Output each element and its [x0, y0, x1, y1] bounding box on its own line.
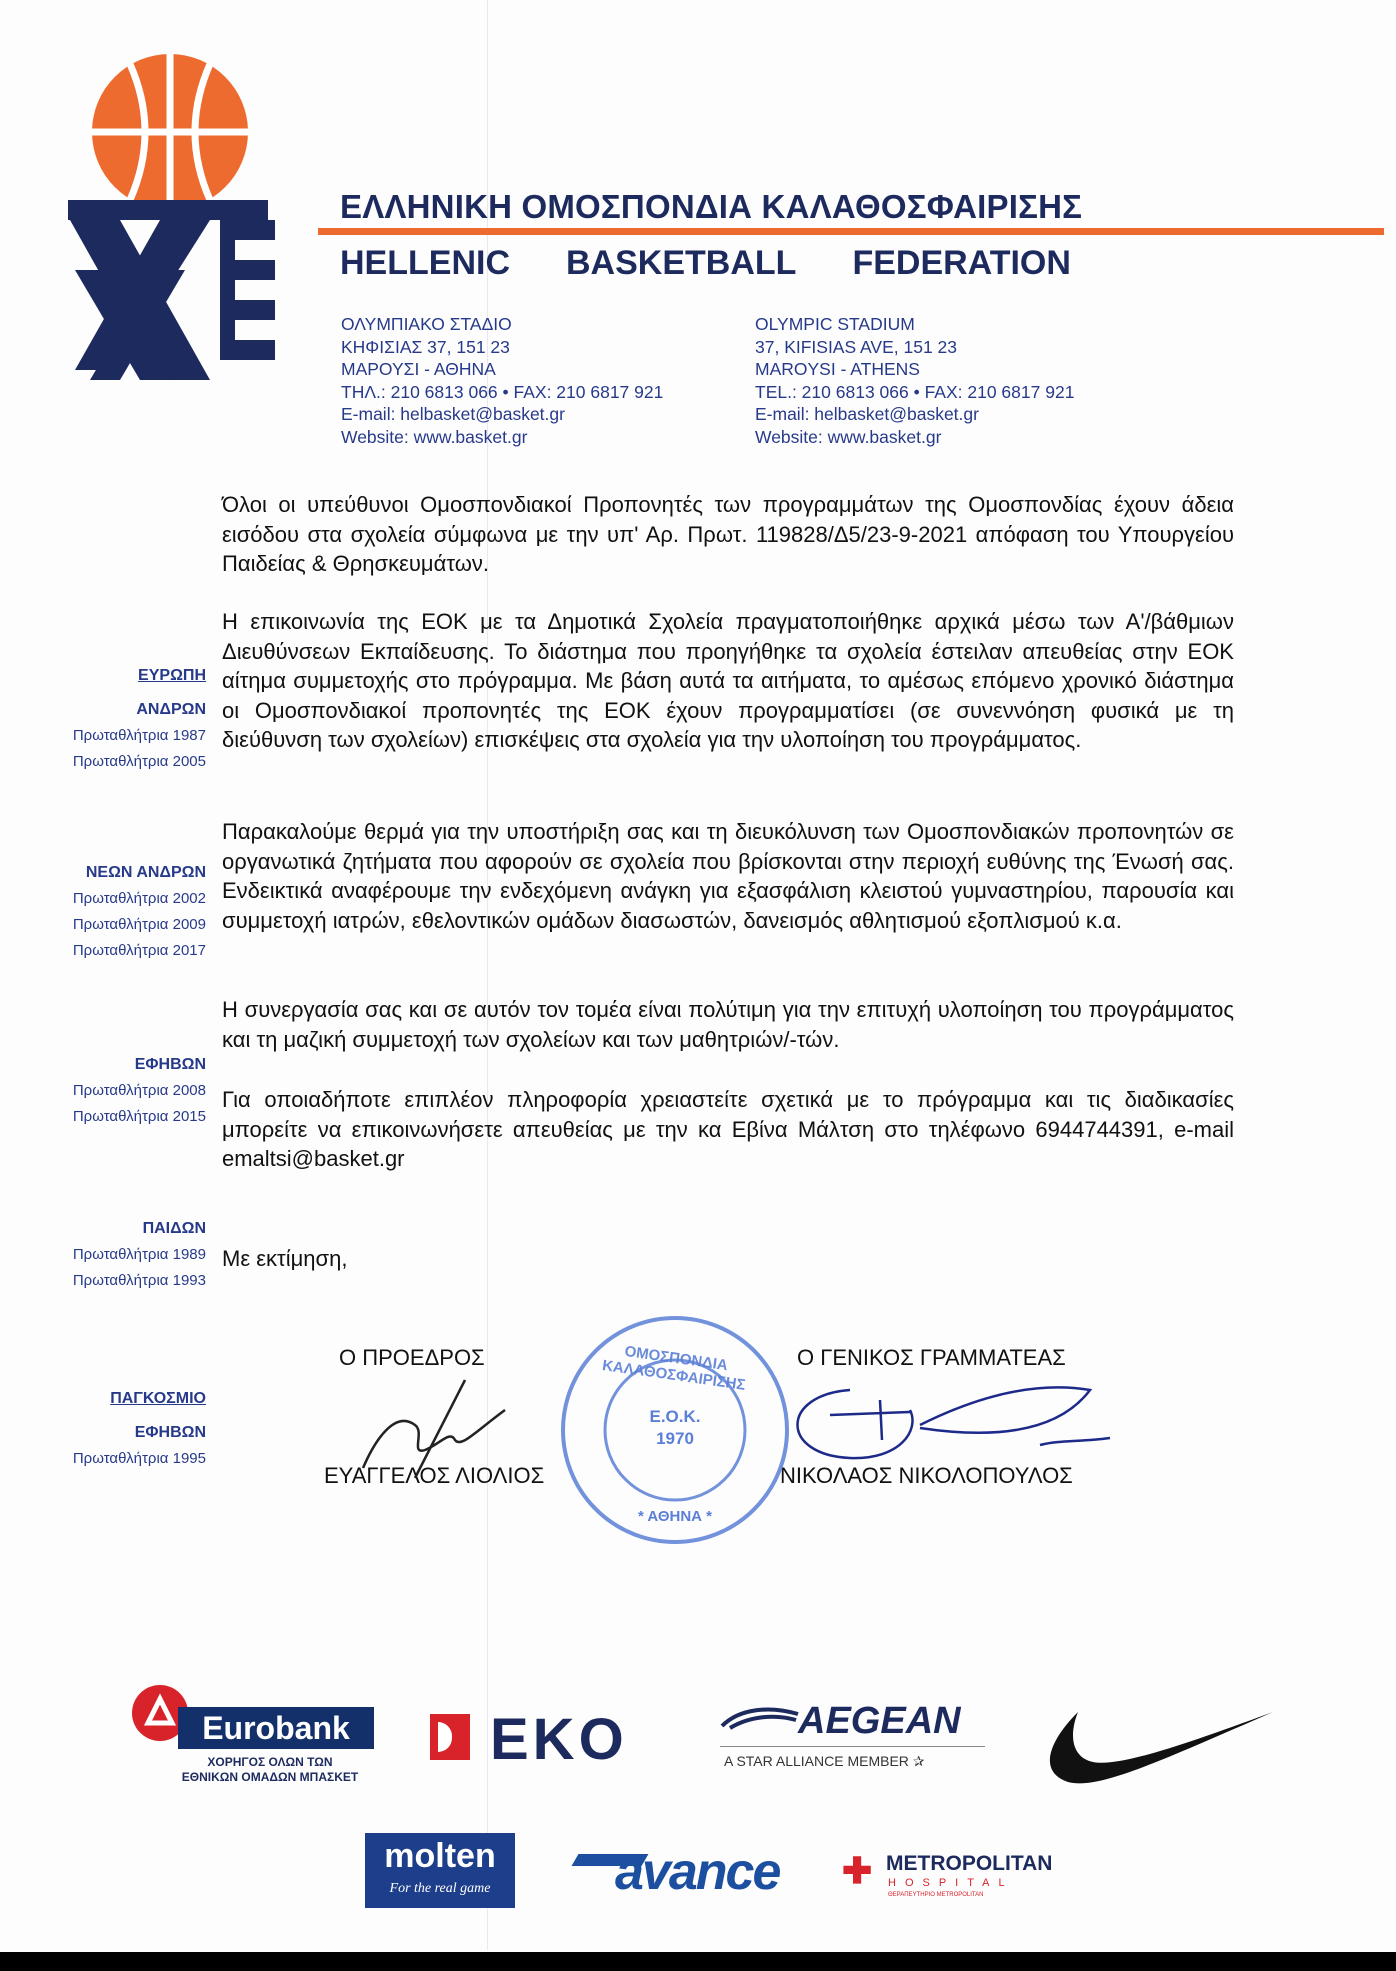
president-signature [355, 1370, 525, 1480]
eurobank-wordmark: Eurobank [178, 1707, 374, 1749]
sponsor-eko [430, 1707, 660, 1772]
paragraph-3: Παρακαλούμε θερμά για την υποστήριξη σας και τη διευκόλυνση των Ομοσπονδιακών προπονητών σε οργανωτικά ζητήματα που αφορούν σε σχολεία που βρίσκονται στην περιοχή ευθύνης της Ένωσή σας. Ενδεικτικά αναφέρουμε την ενδεχόμενη ανάγκη για εξασφάλιση κλειστού γυμναστηρίου, παρουσία και συμμετοχή ιατρών, εθελοντικών ομάδων διασωστών, δανεισμός αθλητισμού εξοπλισμού κ.α. [222, 819, 1234, 933]
sidebar-young-men [26, 860, 206, 964]
secretary-signature [770, 1370, 1130, 1470]
sidebar-title: Πρωταθλήτρια 2008 [72, 1082, 206, 1099]
metropolitan-wordmark: METROPOLITAN [886, 1852, 1053, 1875]
address-line: 37, KIFISIAS AVE, 151 23 [755, 336, 958, 357]
address-line: OLYMPIC STADIUM [755, 314, 915, 334]
sidebar-title: Πρωταθλήτρια 2005 [72, 753, 206, 770]
sidebar-juniors [26, 1052, 206, 1130]
stamp-bottom-text: * ΑΘΗΝΑ * [637, 1508, 713, 1525]
aegean-wordmark: AEGEAN [798, 1700, 961, 1742]
address-block-greek [341, 313, 663, 448]
sidebar-title: Πρωταθλήτρια 1987 [72, 727, 206, 744]
sidebar-cadets [26, 1216, 206, 1294]
metropolitan-hospital: HOSPITAL [888, 1877, 1014, 1889]
federation-title-english [340, 244, 1071, 283]
sidebar-heading-men: ΑΝΔΡΩΝ [136, 701, 206, 718]
sidebar-heading-juniors: ΕΦΗΒΩΝ [134, 1056, 206, 1073]
secretary-name: ΝΙΚΟΛΑΟΣ ΝΙΚΟΛΟΠΟΥΛΟΣ [780, 1463, 1073, 1488]
nike-swoosh-logo [1038, 1692, 1278, 1792]
sidebar-title: Πρωταθλήτρια 1989 [72, 1246, 206, 1263]
secretary-title: Ο ΓΕΝΙΚΟΣ ΓΡΑΜΜΑΤΕΑΣ [797, 1345, 1066, 1370]
title-word-hellenic: HELLENIC [340, 244, 510, 282]
address-line: Website: www.basket.gr [755, 426, 942, 447]
scan-bottom-edge [0, 1952, 1396, 1971]
sidebar-heading-europe: ΕΥΡΩΠΗ [138, 667, 206, 684]
federation-stamp [555, 1310, 795, 1550]
address-line: ΟΛΥΜΠΙΑΚΟ ΣΤΑΔΙΟ [341, 314, 512, 334]
president-name: ΕΥΑΓΓΕΛΟΣ ΛΙΟΛΙΟΣ [324, 1463, 545, 1488]
molten-wordmark: molten [384, 1837, 496, 1875]
metropolitan-tiny-text: ΘΕΡΑΠΕΥΤΗΡΙΟ METROPOLITAN [888, 1892, 984, 1898]
sidebar-heading-world: ΠΑΓΚΟΣΜΙΟ [110, 1390, 206, 1407]
closing-line: Με εκτίμηση, [222, 1246, 348, 1271]
sponsor-molten [365, 1833, 515, 1908]
sidebar-heading-young-men: ΝΕΩΝ ΑΝΔΡΩΝ [85, 864, 206, 881]
paragraph-1: Όλοι οι υπεύθυνοι Ομοσπονδιακοί Προπονητές των προγραμμάτων της Ομοσπονδίας έχουν άδεια εισόδου στα σχολεία σύμφωνα με την υπ' Αρ. Πρωτ. 119828/Δ5/23-9-2021 απόφαση του Υπουργείου Παιδείας & Θρησκευμάτων. [222, 492, 1234, 576]
aegean-subtitle-text: A STAR ALLIANCE MEMBER [724, 1753, 909, 1769]
sidebar-title: Πρωταθλήτρια 2017 [72, 942, 206, 959]
stamp-center-eok: Ε.Ο.Κ. [649, 1407, 701, 1426]
sponsor-avance [575, 1840, 790, 1910]
president-title: Ο ΠΡΟΕΔΡΟΣ [339, 1345, 485, 1370]
sidebar-title: Πρωταθλήτρια 2009 [72, 916, 206, 933]
hellenic-basketball-federation-logo [60, 50, 290, 380]
paragraph-4: Η συνεργασία σας και σε αυτόν τον τομέα είναι πολύτιμη για την επιτυχή υλοποίηση του προγράμματος και τη μαζική συμμετοχή των σχολείων και των μαθητριών/-τών. [222, 997, 1234, 1052]
sidebar-title: Πρωταθλήτρια 1995 [72, 1450, 206, 1467]
address-line: MAROYSI - ATHENS [755, 359, 920, 379]
stamp-center [625, 1406, 725, 1450]
sidebar-title: Πρωταθλήτρια 1993 [72, 1272, 206, 1289]
metropolitan-cross-icon: ✚ [842, 1850, 873, 1891]
address-line: E-mail: helbasket@basket.gr [341, 404, 565, 424]
aegean-subtitle [724, 1753, 925, 1770]
sponsor-eurobank [130, 1683, 380, 1793]
federation-title-greek: ΕΛΛΗΝΙΚΗ ΟΜΟΣΠΟΝΔΙΑ ΚΑΛΑΘΟΣΦΑΙΡΙΣΗΣ [340, 188, 1083, 225]
address-line: ΤΗΛ.: 210 6813 066 • FAX: 210 6817 921 [341, 381, 664, 402]
header-orange-rule [318, 228, 1384, 235]
aegean-bird-icon [720, 1704, 800, 1734]
title-word-basketball: BASKETBALL [566, 244, 797, 282]
scan-line [487, 0, 488, 1950]
eko-wordmark: EKO [490, 1707, 628, 1772]
sidebar-world [26, 1386, 206, 1472]
sidebar-europe [26, 663, 206, 775]
star-alliance-icon: ✰ [912, 1753, 925, 1769]
eurobank-subtitle-line: ΧΟΡΗΓΟΣ ΟΛΩΝ ΤΩΝ [207, 1755, 333, 1769]
address-line: E-mail: helbasket@basket.gr [755, 404, 979, 424]
sidebar-title: Πρωταθλήτρια 2015 [72, 1108, 206, 1125]
sponsor-aegean [720, 1696, 990, 1776]
paragraph-5: Για οποιαδήποτε επιπλέον πληροφορία χρειαστείτε σχετικά με το πρόγραμμα και τις διαδικασίες μπορείτε να επικοινωνήσετε απευθείας με την κα Εβίνα Μάλτση στο τηλέφωνο 6944744391, e-mail emaltsi@basket.gr [222, 1087, 1234, 1171]
sponsor-metropolitan [842, 1850, 1053, 1910]
molten-tagline: For the real game [389, 1881, 491, 1896]
stamp-ring-text: ΟΜΟΣΠΟΝΔΙΑ ΚΑΛΑΘΟΣΦΑΙΡΙΣΗΣ [601, 1342, 747, 1394]
title-word-federation: FEDERATION [852, 244, 1071, 282]
eurobank-subtitle [170, 1755, 370, 1785]
address-block-english [755, 313, 1074, 448]
paragraph-2: Η επικοινωνία της ΕΟΚ με τα Δημοτικά Σχολεία πραγματοποιήθηκε αρχικά μέσω των Α'/βάθμιων Διευθύνσεων Εκπαίδευσης. Το διάστημα που προηγήθηκε τα σχολεία έστειλαν απευθείας στην ΕΟΚ αίτημα συμμετοχής στο πρόγραμμα. Με βάση αυτά τα αιτήματα, το αμέσως επόμενο χρονικό διάστημα οι Ομοσπονδιακοί προπονητές της ΕΟΚ έχουν προγραμματίσει (σε συνεννόηση φυσικά με τη διεύθυνση των σχολείων) επισκέψεις στα σχολεία για την υλοποίηση του προγράμματος. [222, 609, 1234, 752]
sidebar-heading-world-juniors: ΕΦΗΒΩΝ [134, 1424, 206, 1441]
stamp-center-year: 1970 [656, 1429, 694, 1448]
address-line: ΚΗΦΙΣΙΑΣ 37, 151 23 [341, 336, 510, 357]
address-line: ΜΑΡΟΥΣΙ - ΑΘΗΝΑ [341, 359, 496, 379]
address-line: TEL.: 210 6813 066 • FAX: 210 6817 921 [755, 381, 1075, 402]
avance-wordmark: avance [615, 1843, 780, 1901]
eurobank-subtitle-line: ΕΘΝΙΚΩΝ ΟΜΑΔΩΝ ΜΠΑΣΚΕΤ [181, 1770, 359, 1784]
address-line: Website: www.basket.gr [341, 426, 528, 447]
aegean-divider [720, 1746, 985, 1747]
sidebar-title: Πρωταθλήτρια 2002 [72, 890, 206, 907]
sidebar-heading-cadets: ΠΑΙΔΩΝ [142, 1220, 206, 1237]
